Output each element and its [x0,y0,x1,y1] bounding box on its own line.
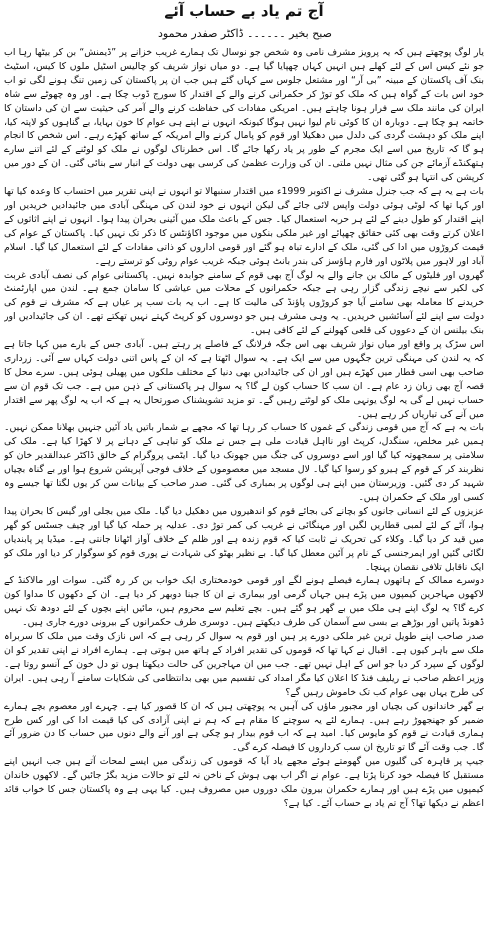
article-paragraph: دوسرے ممالک کے ہاتھوں ہمارے فیصلے ہونے لگے اور قومی خودمختاری ایک خواب بن کر رہ گئی۔ سوات اور مالاکنڈ کے لاکھوں مہاجرین کیمپوں میں پڑے ہیں جہاں گرمی اور بیماری نے ان کا جینا دوبھر کر دیا ہے۔ ان کے دکھوں کا مداوا کون کرے گا؟ یہ لوگ اپنے ہی ملک میں بے گھر ہو گئے ہیں۔ بچے تعلیم سے محروم ہیں، مائیں اپنے بچوں کے لئے دودھ تک نہیں ڈھونڈ پاتیں اور بوڑھے بے بسی سے آسمان کی طرف دیکھتے ہیں۔ دوسری طرف حکمرانوں کے بیرونی دورے جاری ہیں۔ [4,575,484,629]
article-paragraph: صدر صاحب اپنے طویل ترین غیر ملکی دورے پر ہیں اور قوم یہ سوال کر رہی ہے کہ اس نازک وقت میں ملک کا سربراہ ملک سے باہر کیوں ہے۔ اقبال نے کہا تھا کہ قوموں کی تقدیر افراد کے ہاتھ میں ہوتی ہے۔ ہمارے افراد نے اپنی تقدیر کو ان لوگوں کے سپرد کر دیا جو اس کے اہل نہیں تھے۔ جب میں ان مہاجرین کی حالت دیکھتا ہوں تو دل خون کے آنسو روتا ہے۔ وزیر اعظم صاحب نے ریلیف فنڈ کا اعلان کیا مگر امداد کی تقسیم میں بھی بدانتظامی کی شکایات سامنے آ رہی ہیں۔ ایران کی طرح یہاں بھی عوام کب تک خاموش رہیں گے؟ [4,631,484,698]
article-paragraph: اس سڑک پر واقع اور میاں نواز شریف بھی اس جگہ فرلانگ کے فاصلے پر رہتے ہیں۔ آبادی جس کے بارے میں کہا جاتا ہے کہ یہ لندن کی مہنگی ترین جگہوں میں سے ایک ہے۔ یہ سوال اٹھتا ہے کہ ان کے پاس اتنی دولت کہاں سے آئی۔ زرداری صاحب بھی اسی قطار میں کھڑے ہیں اور ان کی جائیدادیں بھی دنیا کے مختلف ملکوں میں پھیلی ہوئی ہیں۔ سرے محل کا قصہ آج بھی زبان زد عام ہے۔ ان سب کا حساب کون لے گا؟ یہ سوال ہر پاکستانی کے ذہن میں ہے۔ جب تک قوم ان سے حساب نہیں لے گی یہ لوگ یونہی ملک کو لوٹتے رہیں گے۔ تو مزید تشویشناک صورتحال یہ ہے کہ اب یہ لوگ پھر سے اقتدار میں آنے کی تیاریاں کر رہے ہیں۔ [4,339,484,420]
article-paragraph: بے گھر خاندانوں کی بچیاں اور مجبور ماؤں کی آہیں یہ پوچھتی ہیں کہ ان کا قصور کیا ہے۔ چہرے اور معصوم بچے ہمارے ضمیر کو جھنجھوڑ رہے ہیں۔ ہمارے لئے یہ سوچنے کا مقام ہے کہ ہم نے اپنی آزادی کی کیا قیمت ادا کی اور کس طرح ہماری قیادت نے قوم کو مایوس کیا۔ امید ہے کہ اب قوم بیدار ہو چکی ہے اور آنے والے دنوں میں حساب کا دن ضرور آئے گا۔ جب وقت آئے گا تو تاریخ ان سب کرداروں کا فیصلہ کرے گی۔ [4,700,484,754]
article-byline: صبح بخیر ۔۔۔۔۔۔ ڈاکٹر صفدر محمود [158,27,332,40]
article-paragraph: عزیزوں کے لئے انسانی جانوں کو بچانے کی بجائے قوم کو اندھیروں میں دھکیل دیا گیا۔ ملک میں بجلی اور گیس کا بحران پیدا ہوا، آٹے کے لئے لمبی قطاریں لگیں اور مہنگائی نے غریب کی کمر توڑ دی۔ عدلیہ پر حملہ کیا گیا اور چیف جسٹس کو گھر میں قید کر دیا گیا۔ وکلاء کی تحریک نے ثابت کیا کہ قوم زندہ ہے اور ظلم کے خلاف آواز اٹھانا جانتی ہے۔ میڈیا پر پابندیاں لگائی گئیں اور ایمرجنسی کے نام پر آئین معطل کیا گیا۔ بے نظیر بھٹو کی شہادت نے پوری قوم کو سوگوار کر دیا اور ملک کو ایک ناقابل تلافی نقصان پہنچا۔ [4,505,484,573]
article-paragraph: گھروں اور فلیٹوں کے مالک بن جانے والے یہ لوگ آج بھی قوم کے سامنے جوابدہ نہیں۔ پاکستانی عوام کی نصف آبادی غربت کی لکیر سے نیچے زندگی گزار رہی ہے جبکہ حکمرانوں کے محلات میں عیاشی کا سامان جمع ہے۔ لندن میں اپارٹمنٹ خریدنے کا معاملہ بھی سامنے آیا جو کروڑوں پاؤنڈ کی مالیت کا ہے۔ اب یہ بات سب پر عیاں ہے کہ مشرف نے قوم کی دولت سے اپنے لئے آسائشیں خریدیں۔ یہ وہی مشرف ہیں جو دوسروں کو کرپٹ کہتے نہیں تھکتے تھے۔ ان کی جائیدادیں اور بنک بیلنس ان کے دعووں کی قلعی کھولنے کے لئے کافی ہیں۔ [4,269,484,337]
article-paragraph: جیپ پر قاہرہ کی گلیوں میں گھومتے ہوئے مجھے یاد آیا کہ قوموں کی زندگی میں ایسے لمحات آتے ہیں جب انہیں اپنے مستقبل کا فیصلہ خود کرنا پڑتا ہے۔ عوام نے اگر اب بھی ہوش کے ناخن نہ لئے تو حالات مزید بگڑ جائیں گے۔ لاکھوں خاندان کیمپوں میں پڑے ہیں اور ہمارے حکمران بیرون ملک دوروں میں مصروف ہیں۔ کیا یہی ہے وہ پاکستان جس کا خواب قائد اعظم نے دیکھا تھا؟ آج تم یاد بے حساب آئے۔ کیا ہے؟ [4,756,484,809]
article-paragraph: بات یہ ہے کہ آج میں قومی زندگی کے غموں کا حساب کر رہا تھا کہ مجھے بے شمار باتیں یاد آئیں جنہیں بھلانا ممکن نہیں۔ ہمیں غیر مخلص، سنگدل، کرپٹ اور نااہل قیادت ملی ہے جس نے ملک کو تباہی کے دہانے پر لا کھڑا کیا ہے۔ ملک کی سلامتی پر سمجھوتہ کیا گیا اور اسے دوسروں کی جنگ میں جھونک دیا گیا۔ ایٹمی پروگرام کے خالق ڈاکٹر عبدالقدیر خان کو نظربند کر کے قوم کے ہیرو کو رسوا کیا گیا۔ لال مسجد میں معصوموں کے خلاف فوجی آپریشن شروع ہوا اور بے گناہ بچیاں شہید کر دی گئیں۔ وزیرستان میں اپنے ہی لوگوں پر بمباری کی گئی۔ صدر صاحب کے بیانات سن کر یوں لگتا تھا جیسے وہ کسی اور ملک کے حکمران ہیں۔ [4,422,484,503]
article-body [4,46,484,944]
article-title: آج تم یاد بے حساب آئے [164,2,324,20]
article-paragraph: بات ہے یہ ہے کہ جب جنرل مشرف نے اکتوبر 1999ء میں اقتدار سنبھالا تو انہوں نے اپنی تقریر میں احتساب کا وعدہ کیا تھا اور کہا تھا کہ لوٹی ہوئی دولت واپس لائی جائے گی لیکن انہوں نے خود لندن کی مہنگی آبادی میں جائیدادیں خریدیں اور اپنے اقتدار کو طول دینے کے لئے ہر حربہ استعمال کیا۔ جس کے باعث ملک میں آئینی بحران پیدا ہوا۔ انہوں نے اپنے اثاثوں کے اعلان کرتے وقت بھی کئی حقائق چھپائے اور غیر ملکی بنکوں میں موجود اکاؤنٹس کا ذکر تک نہیں کیا۔ پاکستان کے عوام کی قیمت کروڑوں میں ادا کی گئی، ملک کے ادارے تباہ ہو گئے اور قومی اداروں کو ذاتی مفادات کے لئے استعمال کیا گیا۔ اسلام آباد اور لاہور میں پلاٹوں اور فارم ہاؤسز کی بندر بانٹ ہوئی جبکہ غریب عوام روٹی کو ترستے رہے۔ [4,186,484,267]
article-paragraph: یار لوگ پوچھتے ہیں کہ یہ پرویز مشرف نامی وہ شخص جو نوسال تک ہمارے غریب خزانے پر ”ڈیمنش“ بن کر بیٹھا رہا اب جو نئے کیس اس کے لئے کھلے ہیں انہیں کہاں چھپایا گیا ہے۔ دو میاں نواز شریف کو چالیس اسٹیل ملوں کا کیس، اسٹیٹ بنک آف پاکستان کے مبینہ ”بی آر“ اور مشتعل جلوس سے کہاں گئے ہیں جب ان پر پاکستان کی زمین تنگ ہونے لگی تو اب خود اس بات کے گواہ ہیں کہ ملک کو توڑ کر حکمرانی کرنے والے کے اقتدار کا سورج ڈوب چکا ہے۔ اور وہ چھوٹے سے شاہ ایران کی مانند ملک سے فرار ہونا چاہتے ہیں۔ امریکی مفادات کی حفاظت کرنے والے آمر کی حیثیت سے ان کی داستان کا خاتمہ ہو چکا ہے۔ دوبارہ ان کا کوئی نام لیوا نہیں ہوگا کیونکہ انہوں نے اپنے ہی عوام کا خون بہایا، بے گناہوں کو لاپتہ کیا، اپنے ملک کو دہشت گردی کی دلدل میں دھکیلا اور قوم کو پامال کرنے والے امریکہ کے ساتھ کھڑے رہے۔ اس شخص کا انجام ہو گا کہ تاریخ میں اسے ایک مجرم کے طور پر یاد رکھا جائے گا۔ اس خطرناک لوگوں نے ملک کو لوٹنے کے لئے اتنے سارے ہتھکنڈے آزمائے جن کی مثال نہیں ملتی۔ ان کی وزارت عظمیٰ کی کرسی بھی دولت کے انبار سے بنائی گئی۔ ان کے دور میں کرپشن کی انتہا ہو گئی تھی۔ [4,47,484,184]
